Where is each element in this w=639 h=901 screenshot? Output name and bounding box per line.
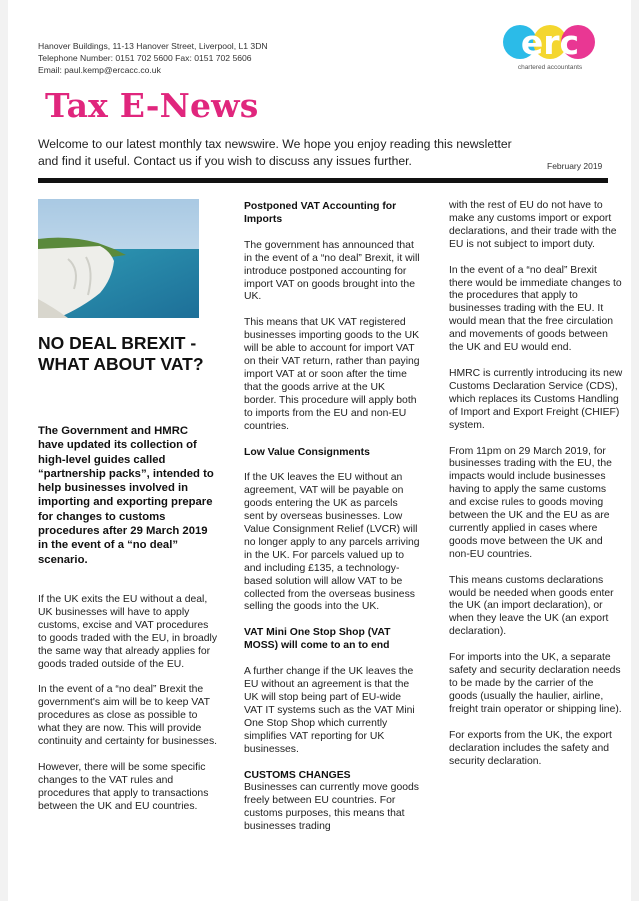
section-heading-vat-moss: VAT Mini One Stop Shop (VAT MOSS) will come to an to end: [244, 627, 391, 652]
section-heading-low-value: Low Value Consignments: [244, 446, 370, 458]
erc-logo-graphic: [500, 20, 600, 64]
phone-line: Telephone Number: 0151 702 5600 Fax: 0151 702 5606: [38, 53, 252, 63]
paragraph: The government has announced that in the event of a “no deal” Brexit, it will introduce postponed accounting for import VAT on goods brought into the UK.: [244, 239, 420, 303]
paragraph: For imports into the UK, a separate safety and security declaration needs to be made by the carrier of the goods (usually the haulier, airline, freight train operator or shipping line).: [449, 652, 622, 715]
email-line: Email: paul.kemp@ercacc.co.uk: [38, 65, 161, 75]
welcome-text: Welcome to our latest monthly tax newswire. We hope you enjoy reading this newsletter and find it useful. Contact us if you wish to discuss any issues further.: [38, 137, 512, 168]
column-2: [244, 201, 420, 847]
column-3: [449, 200, 623, 781]
paragraph: This means that UK VAT registered businesses importing goods to the UK will be able to account for import VAT on their VAT return, rather than paying import VAT at or soon after the time that the goods arrive at the UK border. This procedure will apply both to imports from the EU and non-EU countries.: [244, 317, 420, 432]
contact-address: [38, 40, 268, 76]
paragraph: From 11pm on 29 March 2019, for businesses trading with the EU, the impacts would include businesses having to apply the same customs and excise rules to goods moving between the UK and the EU as are currently applied in cases where goods move between the UK and non-EU countries.: [449, 445, 612, 560]
paragraph: with the rest of EU do not have to make any customs import or export declarations, and their trade with the EU is not subject to import duty.: [449, 200, 617, 250]
paragraph: For exports from the UK, the export declaration includes the safety and security declaration.: [449, 729, 612, 767]
logo-subtitle: chartered accountants: [517, 64, 583, 71]
paragraph: A further change if the UK leaves the EU without an agreement is that the UK will stop being part of EU-wide VAT IT systems such as the VAT Mini One Stop Shop which currently simplifies VAT reporting for UK businesses.: [244, 666, 415, 755]
paragraph: Businesses can currently move goods freely between EU countries. For customs purposes, this means that businesses trading: [244, 782, 419, 833]
newsletter-page: [8, 0, 631, 901]
paragraph: If the UK leaves the EU without an agreement, VAT will be payable on goods entering the UK as parcels sent by overseas businesses. Low Value Consignment Relief (LVCR) will no longer apply to any parcels arriving in the UK. For parcels valued up to and including £135, a technology-based solution will allow VAT to be collected from the overseas business selling the goods into the UK.: [244, 472, 420, 613]
paragraph: If the UK exits the EU without a deal, UK businesses will have to apply customs, excise and VAT procedures to goods traded with the EU, in broadly the same way that already applies for goods traded outside of the EU.: [38, 594, 218, 670]
column-1: [38, 594, 218, 827]
issue-date: February 2019: [547, 161, 603, 171]
newsletter-title: Tax E-News: [45, 86, 259, 125]
white-cliffs-image: [38, 199, 199, 318]
paragraph: This means customs declarations would be needed when goods enter the UK (an import declaration), or when they leave the UK (an export declaration).: [449, 574, 614, 638]
paragraph: HMRC is currently introducing its new Customs Declaration Service (CDS), which replaces its Customs Handling of Import and Export Freight (CHIEF) system.: [449, 367, 623, 431]
address-line: Hanover Buildings, 11-13 Hanover Street, Liverpool, L1 3DN: [38, 41, 268, 51]
cliffs-photo: [38, 199, 199, 318]
erc-logo: [500, 20, 600, 71]
paragraph: However, there will be some specific changes to the VAT rules and procedures that apply to transactions between the UK and EU countries.: [38, 761, 209, 812]
article-lead: The Government and HMRC have updated its collection of high-level guides called “partnership packs”, intended to help businesses involved in importing and exporting prepare for changes to customs procedures after 29 March 2019 in the event of a “no deal” scenario.: [38, 425, 214, 566]
header-divider: [38, 178, 608, 183]
paragraph: In the event of a “no deal” Brexit there would be immediate changes to the procedures that apply to businesses trading with the EU. It would mean that the free circulation and movements of goods between the UK and EU would end.: [449, 264, 622, 354]
paragraph: In the event of a “no deal” Brexit the government's aim will be to keep VAT procedures as close as possible to what they are now. This will provide continuity and certainty for businesses.: [38, 684, 218, 748]
article-headline: NO DEAL BREXIT - WHAT ABOUT VAT?: [38, 333, 204, 374]
logo-text: erc: [520, 23, 580, 62]
section-heading-postponed-vat: Postponed VAT Accounting for Imports: [244, 201, 397, 225]
section-heading-customs: CUSTOMS CHANGES: [244, 769, 351, 781]
